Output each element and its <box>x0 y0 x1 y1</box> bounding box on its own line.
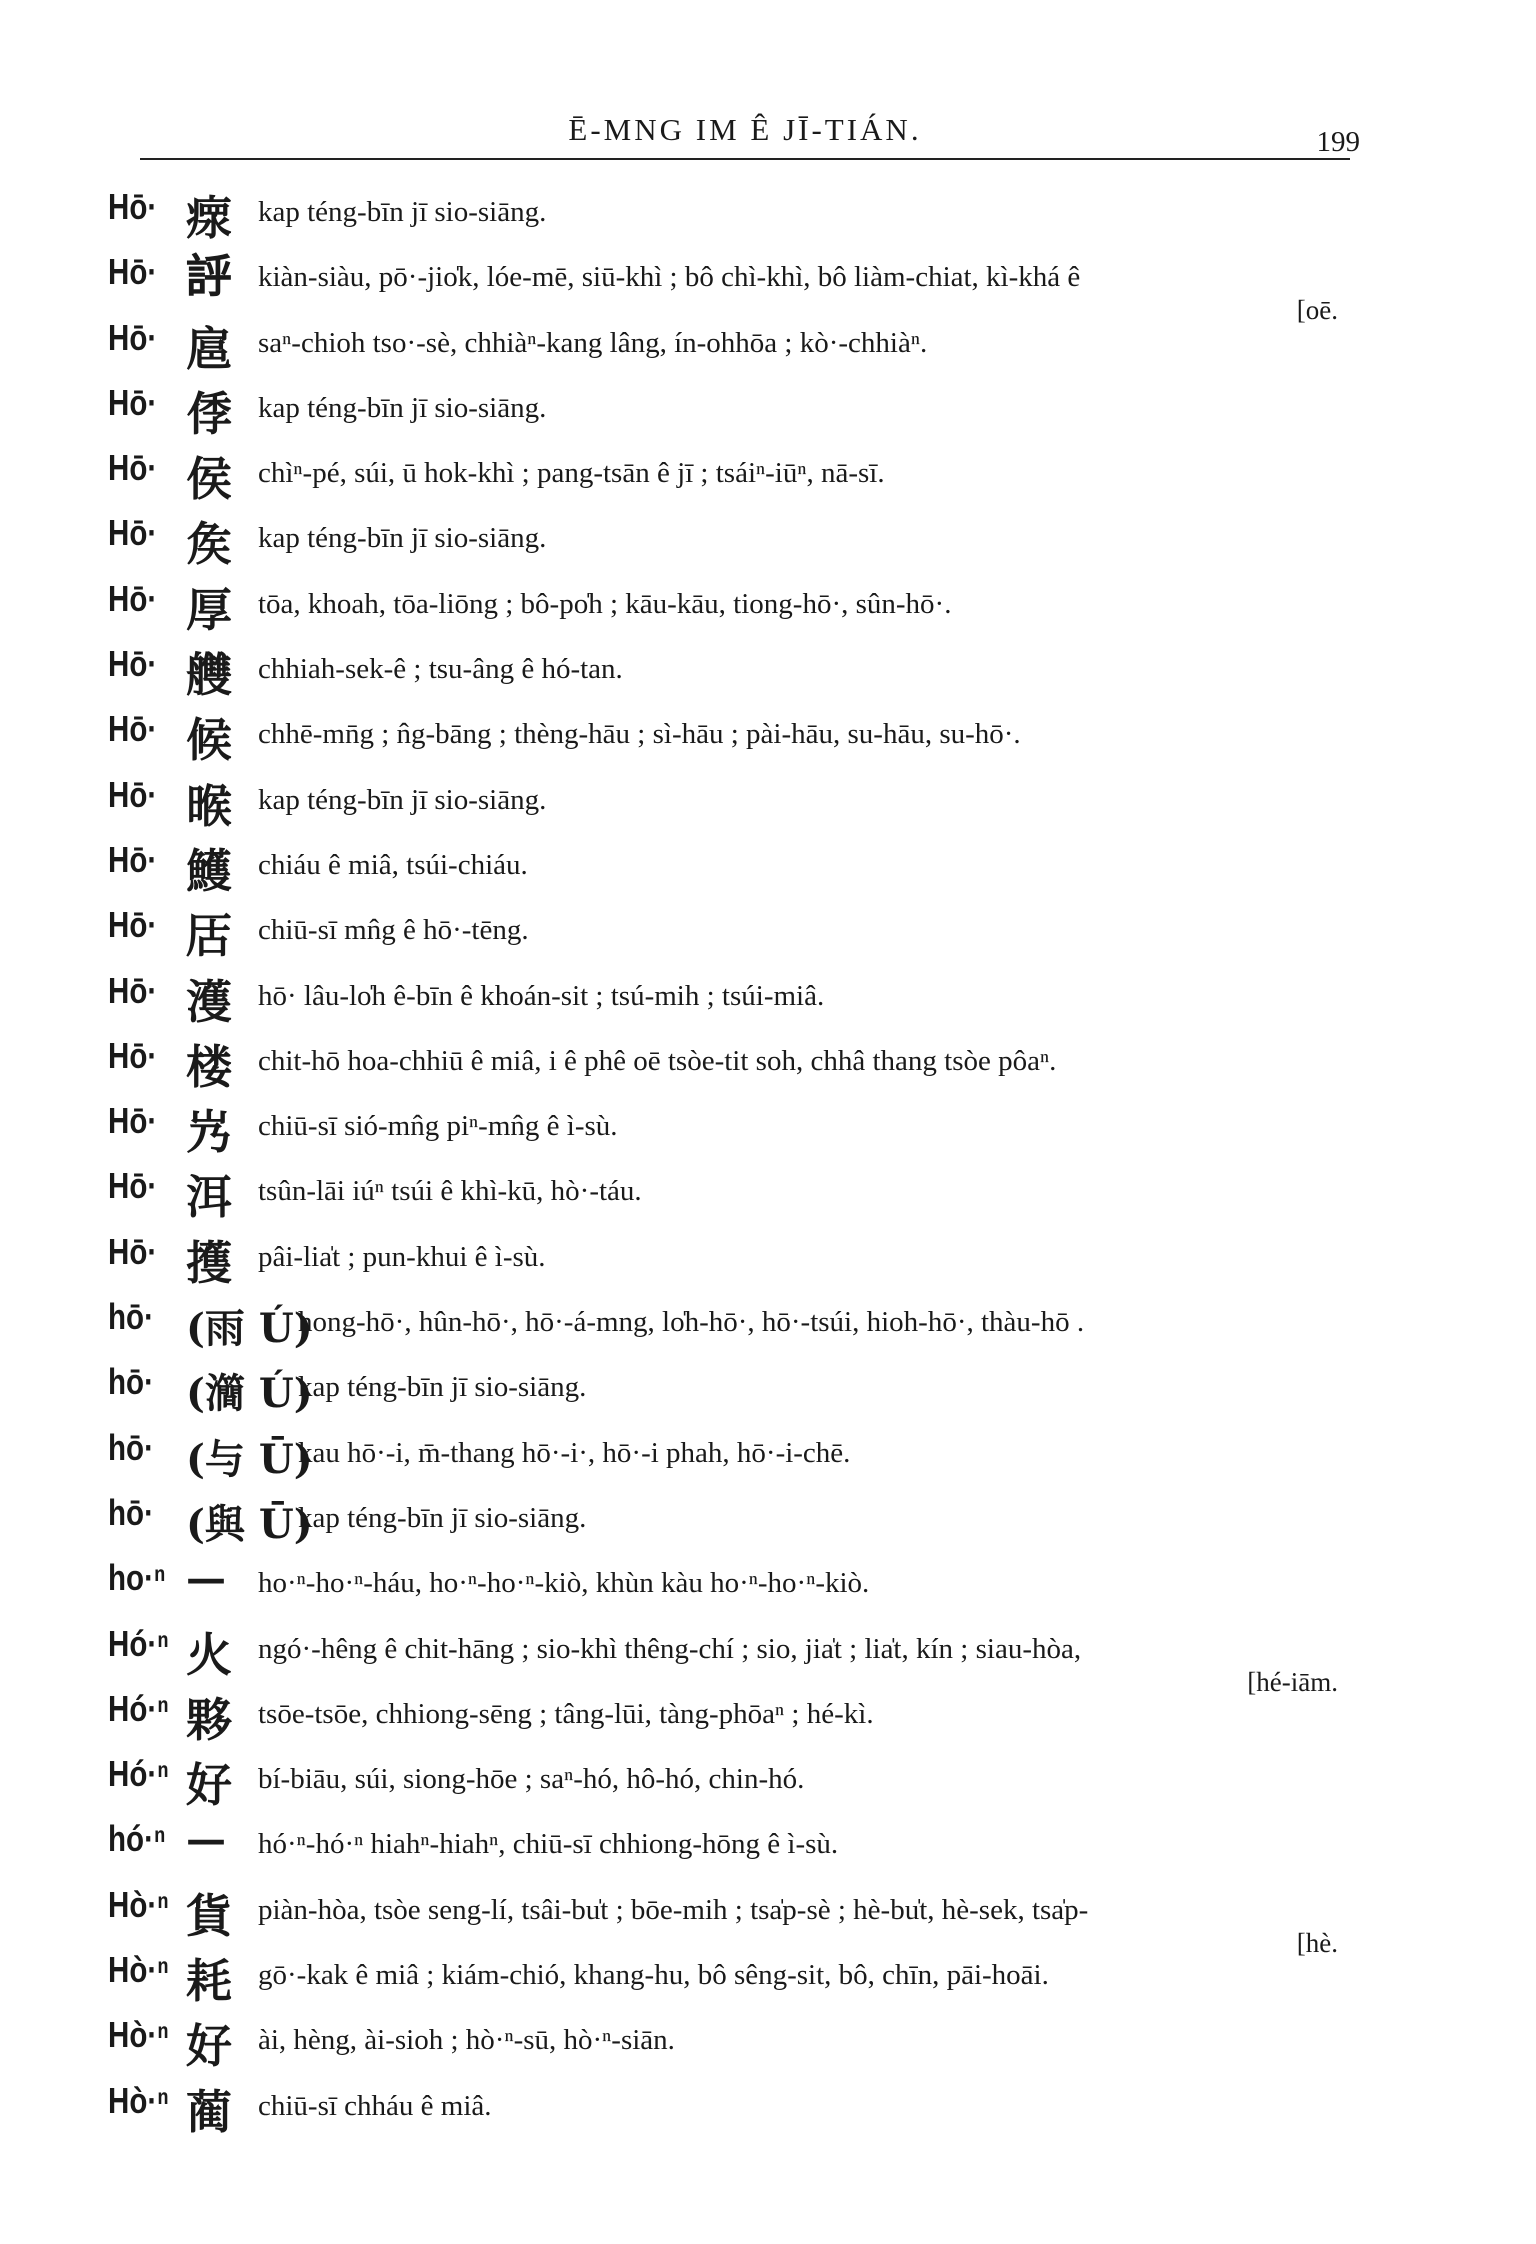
dictionary-entry <box>108 1419 1348 1484</box>
entry-definition: chiáu ê miâ, tsúi-chiáu. <box>258 848 528 881</box>
dictionary-entry <box>108 962 1348 1027</box>
entry-definition: kap téng-bīn jī sio-siāng. <box>258 522 547 555</box>
entry-definition: chiū-sī mn̂g ê hō·-tēng. <box>258 914 529 947</box>
entry-definition: ngó·-hêng ê chit-hāng ; sio-khì thêng-chí ; sio, jia̍t ; lia̍t, kín ; siau-hòa, <box>258 1632 1082 1665</box>
entry-headword: Hò·ⁿ <box>108 1949 169 1991</box>
entry-headword: Hō· <box>108 1165 158 1207</box>
entry-headword: Hō· <box>108 381 158 423</box>
entry-character: (㶕 Ú) <box>186 1370 313 1418</box>
entry-definition: hō· lâu-lo̍h ê-bīn ê khoán-sit ; tsú-mih ; tsúi-miâ. <box>258 979 825 1012</box>
entry-list <box>108 178 1348 2137</box>
entry-character: 㑧 <box>186 386 232 441</box>
entry-headword: Hō· <box>108 512 158 554</box>
entry-definition: kap téng-bīn jī sio-siāng. <box>258 783 547 816</box>
entry-character: 夥 <box>186 1692 232 1747</box>
entry-definition: ho·ⁿ-ho·ⁿ-háu, ho·ⁿ-ho·ⁿ-kiò, khùn kàu ho·ⁿ-ho·ⁿ-kiò. <box>258 1567 870 1600</box>
entry-definition: hong-hō·, hûn-hō·, hō·-á-mng, lo̍h-hō·, hō·-tsúi, hioh-hō·, thàu-hō . <box>298 1306 1085 1339</box>
entry-definition: chhē-mn̄g ; n̂g-bāng ; thèng-hāu ; sì-hāu ; pài-hāu, su-hāu, su-hō·. <box>258 718 1021 751</box>
entry-headword: Hó·ⁿ <box>108 1622 169 1664</box>
dictionary-entry <box>108 1484 1348 1549</box>
entry-definition: ài, hèng, ài-sioh ; hò·ⁿ-sū, hò·ⁿ-siān. <box>258 2024 675 2057</box>
entry-definition: bí-biāu, súi, siong-hōe ; saⁿ-hó, hô-hó, chin-hó. <box>258 1763 805 1796</box>
entry-headword: Hō· <box>108 1100 158 1142</box>
dictionary-entry <box>108 1027 1348 1092</box>
entry-character: — <box>186 1555 226 1603</box>
dictionary-entry <box>108 1745 1348 1813</box>
dictionary-entry <box>108 766 1348 831</box>
entry-headword: Hō· <box>108 643 158 685</box>
entry-character: 候 <box>186 713 232 768</box>
entry-definition: kap téng-bīn jī sio-siāng. <box>298 1501 587 1534</box>
entry-continuation: [hé-iām. <box>1247 1666 1338 1697</box>
entry-character: 蔺 <box>186 2084 232 2139</box>
entry-headword: Hō· <box>108 186 158 227</box>
entry-headword: Hō· <box>108 1230 158 1272</box>
entry-definition: hó·ⁿ-hó·ⁿ hiahⁿ-hiahⁿ, chiū-sī chhiong-hōng ê ì-sù. <box>258 1828 839 1861</box>
entry-headword: hō· <box>108 1296 154 1338</box>
dictionary-entry <box>108 243 1348 326</box>
entry-definition: tsōe-tsōe, chhiong-sēng ; tâng-lūi, tàng-phōaⁿ ; hé-kì. <box>258 1697 874 1730</box>
dictionary-entry <box>108 1288 1348 1353</box>
dictionary-entry <box>108 570 1348 635</box>
dictionary-entry <box>108 2072 1348 2137</box>
entry-character: 侯 <box>186 452 232 507</box>
entry-character: 㞧 <box>186 1105 232 1160</box>
entry-continuation: [hè. <box>1296 1927 1338 1958</box>
dictionary-entry <box>108 1549 1348 1614</box>
entry-definition: saⁿ-chioh tso·-sè, chhiàⁿ-kang lâng, ín-ohhōa ; kò·-chhiàⁿ. <box>258 326 928 359</box>
entry-definition: kau hō·-i, m̄-thang hō·-i·, hō·-i phah, hō·-i-chē. <box>298 1436 851 1469</box>
entry-definition: gō·-kak ê miâ ; kiám-chió, khang-hu, bô sêng-sit, bô, chīn, pāi-hoāi. <box>258 1959 1049 1992</box>
entry-headword: Hō· <box>108 838 158 880</box>
entry-definition: chiū-sī sió-mn̂g piⁿ-mn̂g ê ì-sù. <box>258 1110 618 1143</box>
entry-character: 扈 <box>186 321 232 376</box>
entry-headword: Hō· <box>108 708 158 750</box>
entry-continuation: [oē. <box>1296 295 1338 326</box>
dictionary-entry <box>108 1876 1348 1958</box>
entry-character: 好 <box>186 2019 232 2074</box>
entry-headword: Hō· <box>108 577 158 619</box>
entry-character: 濩 <box>186 974 232 1029</box>
entry-definition: chit-hō hoa-chhiū ê miâ, i ê phê oē tsòe-tit soh, chhâ thang tsòe pôaⁿ. <box>258 1044 1057 1077</box>
entry-definition: tōa, khoah, tōa-liōng ; bô-po̍h ; kāu-kāu, tiong-hō·, sûn-hō·. <box>258 587 952 620</box>
entry-character: 𤸄 <box>186 191 232 245</box>
entry-character: 艭 <box>186 648 232 703</box>
entry-headword: Hó·ⁿ <box>108 1687 169 1729</box>
entry-character: 好 <box>186 1758 232 1813</box>
dictionary-entry <box>108 896 1348 964</box>
dictionary-entry <box>108 1353 1348 1418</box>
dictionary-entry <box>108 178 1348 243</box>
dictionary-entry <box>108 831 1348 896</box>
entry-character: 𧦝 <box>186 249 232 304</box>
entry-definition: kap téng-bīn jī sio-siāng. <box>298 1371 587 1404</box>
entry-character: (與 Ū) <box>186 1500 313 1548</box>
dictionary-entry <box>108 1615 1348 1697</box>
entry-headword: Hō· <box>108 969 158 1011</box>
dictionary-entry <box>108 1092 1348 1160</box>
entry-headword: Hó·ⁿ <box>108 1753 169 1795</box>
entry-character: (雨 Ú) <box>186 1305 313 1353</box>
entry-character: 㬋 <box>186 778 232 833</box>
dictionary-entry <box>108 309 1348 374</box>
entry-character: 火 <box>186 1627 232 1682</box>
dictionary-entry <box>108 1941 1348 2009</box>
entry-headword: Hō· <box>108 447 158 489</box>
entry-headword: hō· <box>108 1491 154 1533</box>
entry-headword: Hò·ⁿ <box>108 1883 169 1925</box>
entry-definition: chìⁿ-pé, súi, ū hok-khì ; pang-tsān ê jī ; tsáiⁿ-iūⁿ, nā-sī. <box>258 457 885 490</box>
entry-character: 洱 <box>186 1170 232 1225</box>
dictionary-entry <box>108 700 1348 768</box>
entry-headword: hō· <box>108 1426 154 1468</box>
entry-definition: pâi-lia̍t ; pun-khui ê ì-sù. <box>258 1240 546 1273</box>
dictionary-entry <box>108 504 1348 572</box>
entry-definition: kiàn-siàu, pō·-jio̍k, lóe-mē, siū-khì ; bô chì-khì, bô liàm-chiat, kì-khá ê <box>258 261 1081 294</box>
dictionary-entry <box>108 1223 1348 1288</box>
entry-headword: Hō· <box>108 904 158 946</box>
entry-character: 矦 <box>186 517 232 572</box>
entry-definition: kap téng-bīn jī sio-siāng. <box>258 391 547 424</box>
entry-character: 鱯 <box>186 843 232 898</box>
entry-headword: Hò·ⁿ <box>108 2014 169 2056</box>
entry-character: (与 Ū) <box>186 1435 313 1483</box>
entry-headword: Hō· <box>108 1034 158 1076</box>
entry-character: 耗 <box>186 1954 232 2009</box>
entry-character: 貨 <box>186 1888 232 1943</box>
entry-definition: kap téng-bīn jī sio-siāng. <box>258 196 547 228</box>
entry-character: 擭 <box>186 1235 232 1290</box>
entry-definition: chhiah-sek-ê ; tsu-âng ê hó-tan. <box>258 653 623 686</box>
dictionary-entry <box>108 439 1348 507</box>
dictionary-entry <box>108 2006 1348 2074</box>
entry-headword: Hò·ⁿ <box>108 2079 169 2121</box>
entry-character: 厚 <box>186 582 232 637</box>
entry-headword: Hō· <box>108 316 158 358</box>
entry-definition: piàn-hòa, tsòe seng-lí, tsâi-bu̍t ; bōe-mih ; tsa̍p-sè ; hè-bu̍t, hè-sek, tsa̍p- <box>258 1893 1089 1926</box>
dictionary-entry <box>108 1157 1348 1225</box>
entry-character: — <box>186 1816 226 1864</box>
entry-headword: hó·ⁿ <box>108 1818 166 1860</box>
entry-definition: tsûn-lāi iúⁿ tsúi ê khì-kū, hò·-táu. <box>258 1175 642 1208</box>
running-head <box>140 110 1360 160</box>
running-title: Ē-MNG IM Ê JĪ-TIÁN. <box>568 112 922 147</box>
entry-definition: chiū-sī chháu ê miâ. <box>258 2089 492 2122</box>
page-number: 199 <box>1316 126 1360 158</box>
entry-character: 㕆 <box>186 909 232 964</box>
dictionary-entry <box>108 1680 1348 1745</box>
dictionary-entry <box>108 635 1348 703</box>
entry-headword: Hō· <box>108 251 158 293</box>
entry-headword: ho·ⁿ <box>108 1557 166 1599</box>
entry-character: 楼 <box>186 1039 232 1094</box>
entry-headword: Hō· <box>108 773 158 815</box>
dictionary-entry <box>108 1810 1348 1875</box>
dictionary-entry <box>108 374 1348 439</box>
entry-headword: hō· <box>108 1361 154 1403</box>
